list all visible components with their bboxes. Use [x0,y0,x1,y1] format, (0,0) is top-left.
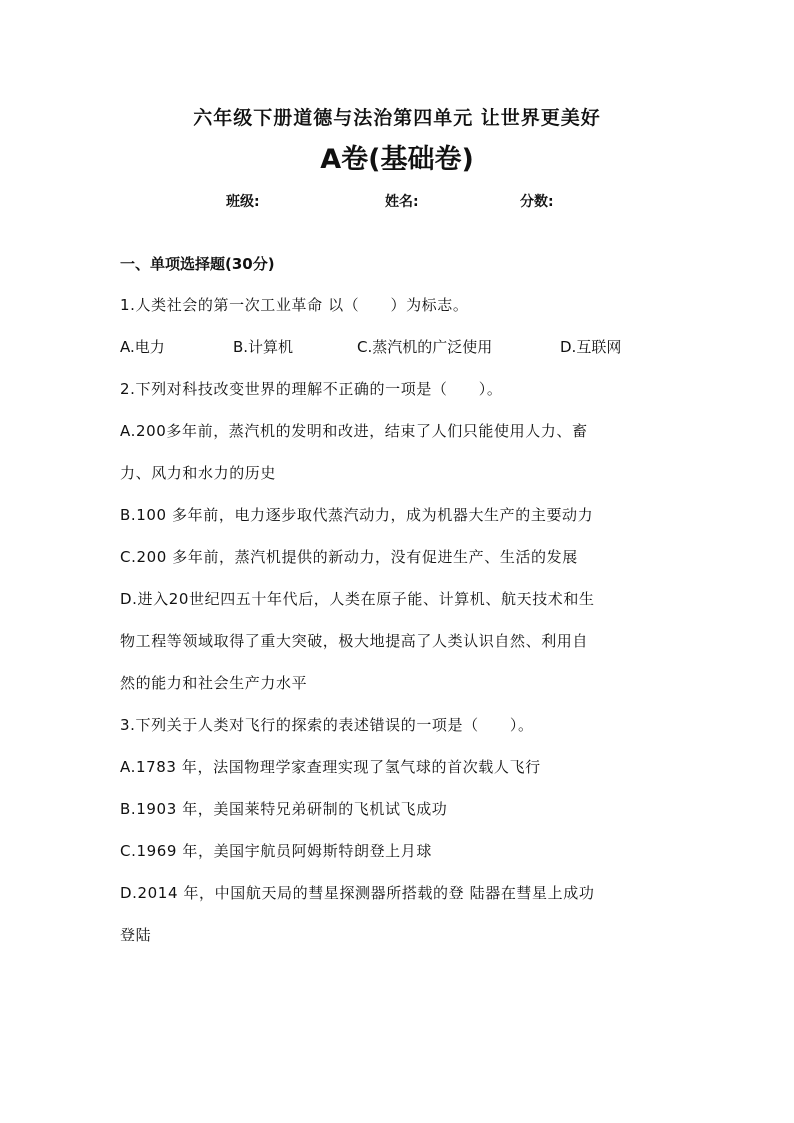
question-3-option-line: 登陆 [120,926,152,944]
question-3-option-line: C.1969 年，美国宇航员阿姆斯特朗登上月球 [120,842,432,860]
question-3-option-line: A.1783 年，法国物理学家查理实现了氢气球的首次载人飞行 [120,758,541,776]
question-2-option-line: D.进入20世纪四五十年代后，人类在原子能、计算机、航天技术和生 [120,590,595,608]
section-heading: 一、单项选择题(30分) [120,255,275,273]
question-2-stem: 2.下列对科技改变世界的理解不正确的一项是（ ）。 [120,380,503,398]
questions-content [120,292,680,964]
page-title: 六年级下册道德与法治第四单元 让世界更美好 [193,107,601,129]
question-2-option-line: 力、风力和水力的历史 [120,464,277,482]
question-1-option-b: B.计算机 [233,338,294,356]
question-3-option-line: B.1903 年，美国莱特兄弟研制的飞机试飞成功 [120,800,448,818]
student-info-row [0,190,794,214]
question-2-option-line: A.200多年前，蒸汽机的发明和改进，结束了人们只能使用人力、畜 [120,422,588,440]
question-1-option-d: D.互联网 [560,338,622,356]
name-label: 姓名: [385,194,419,210]
class-label: 班级: [226,194,260,210]
question-1-option-a: A.电力 [120,338,165,356]
question-2-option-line: B.100 多年前，电力逐步取代蒸汽动力，成为机器大生产的主要动力 [120,506,594,524]
question-1-options [120,334,680,376]
question-3-option-line: D.2014 年，中国航天局的彗星探测器所搭载的登 陆器在彗星上成功 [120,884,595,902]
question-1-stem: 1.人类社会的第一次工业革命 以（ ）为标志。 [120,296,469,314]
question-2-option-line: 物工程等领域取得了重大突破，极大地提高了人类认识自然、利用自 [120,632,589,650]
score-label: 分数: [520,194,554,210]
question-1-option-c: C.蒸汽机的广泛使用 [357,338,493,356]
question-3-stem: 3.下列关于人类对飞行的探索的表述错误的一项是（ ）。 [120,716,534,734]
page-subtitle: A卷(基础卷) [320,144,474,175]
question-2-option-line: 然的能力和社会生产力水平 [120,674,308,692]
question-2-option-line: C.200 多年前，蒸汽机提供的新动力，没有促进生产、生活的发展 [120,548,578,566]
